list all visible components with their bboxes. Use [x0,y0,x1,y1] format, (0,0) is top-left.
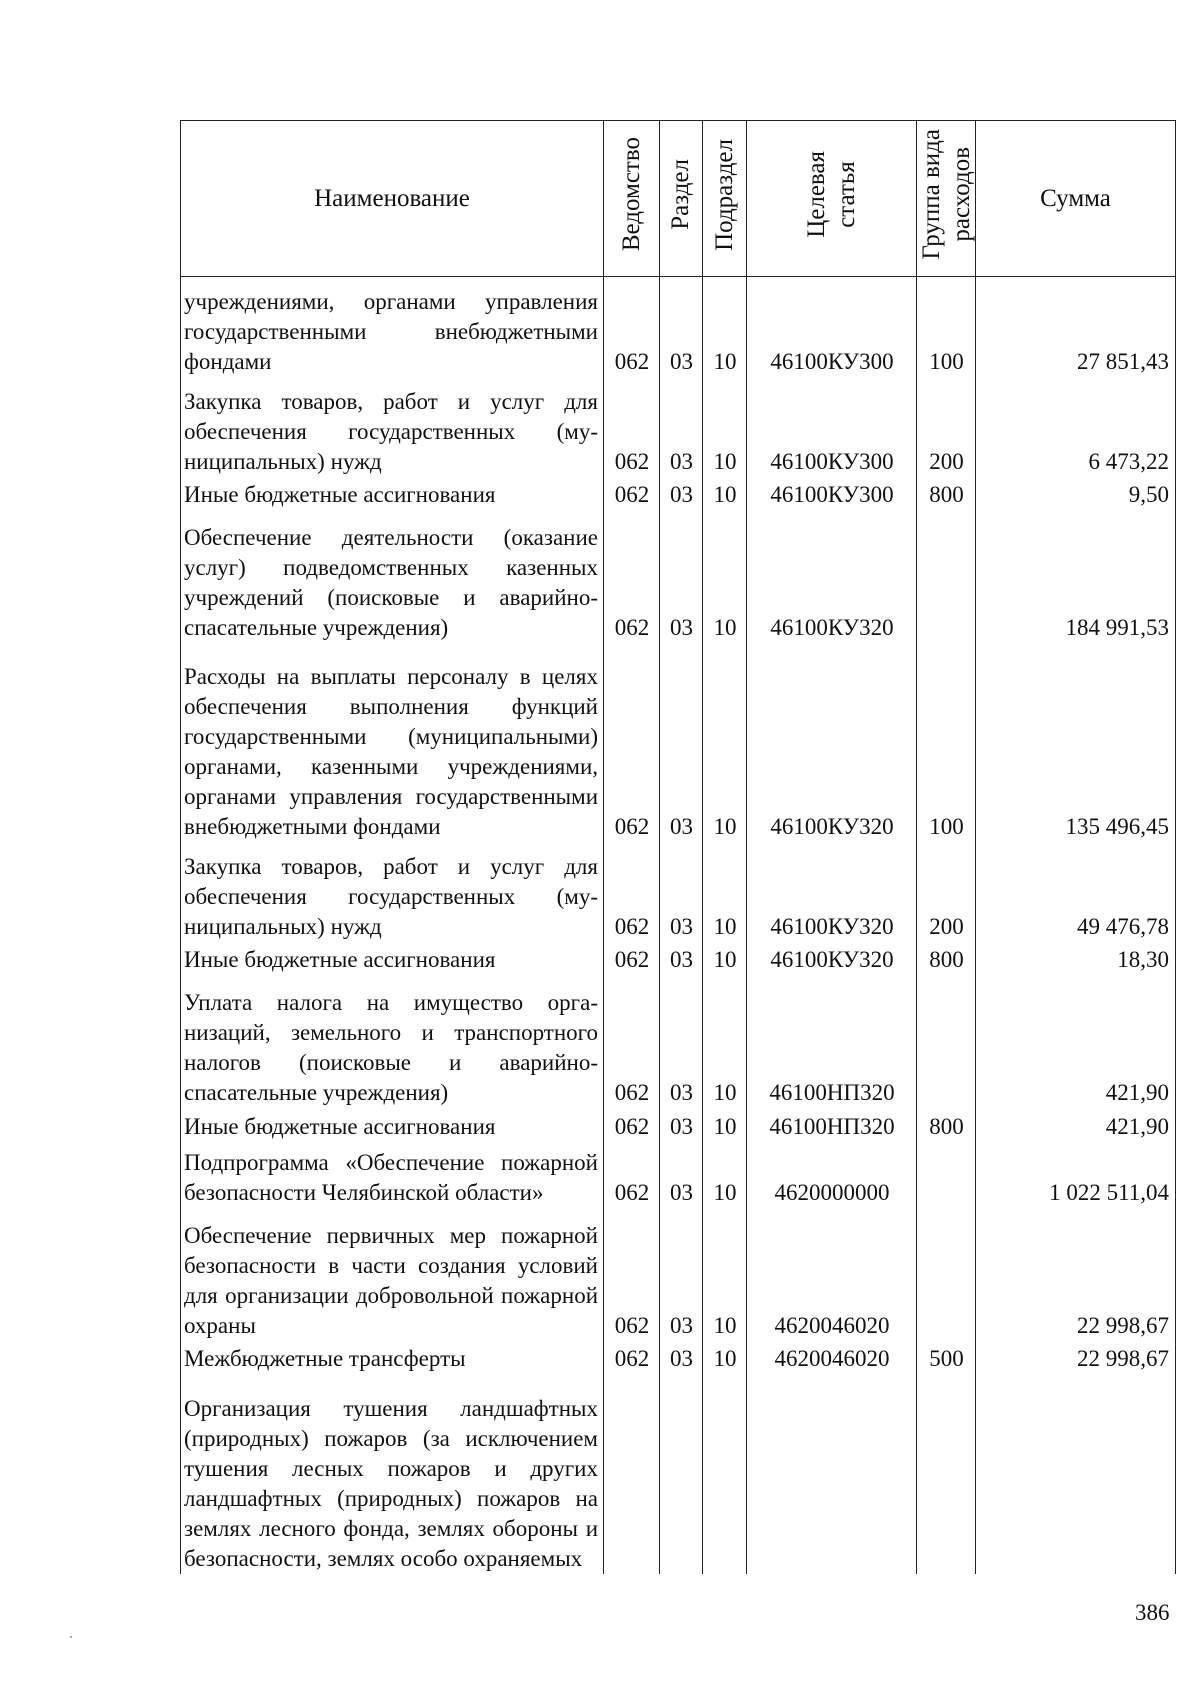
row-sum-cell: 27 851,43 [976,277,1176,377]
row-name-cell: Иные бюджетные ассигнования [181,1108,604,1141]
table-row [181,842,1176,942]
row-target-article-cell: 46100КУ300 [747,377,917,477]
table-row [181,1208,1176,1341]
row-razdel-cell: 03 [660,1341,703,1374]
header-vedomstvo: Ведомство [604,121,660,277]
row-target-article-cell: 4620046020 [747,1208,917,1341]
row-podrazdel-cell [703,1374,747,1574]
row-vedomstvo-cell: 062 [604,477,660,510]
row-target-article-cell: 46100НП320 [747,975,917,1108]
row-podrazdel-cell: 10 [703,975,747,1108]
table-row [181,643,1176,843]
row-name-cell: Иные бюджетные ассигнования [181,942,604,975]
row-expense-group-cell: 800 [917,1108,976,1141]
row-podrazdel-cell: 10 [703,842,747,942]
row-podrazdel-cell: 10 [703,1208,747,1341]
header-target-article: Целевая статья [747,121,917,277]
row-sum-cell: 49 476,78 [976,842,1176,942]
row-name-cell: Обеспечение деятельности (оказание услуг) подведомственных казенных учреждений (поисковые и аварийно-спасательные учреждения) [181,510,604,643]
table-row [181,942,1176,975]
row-target-article-cell: 4620046020 [747,1341,917,1374]
row-name-cell: Закупка товаров, работ и услуг для обеспечения государственных (муниципальных) нужд [181,377,604,477]
row-sum-cell: 22 998,67 [976,1208,1176,1341]
table-header-row [181,121,1176,277]
row-target-article-cell: 46100КУ320 [747,510,917,643]
row-sum-cell: 18,30 [976,942,1176,975]
row-sum-cell: 6 473,22 [976,377,1176,477]
row-target-article-cell: 4620000000 [747,1142,917,1209]
table-body [181,277,1176,1575]
row-expense-group-cell [917,1142,976,1209]
row-sum-cell [976,1374,1176,1574]
table-row [181,975,1176,1108]
row-target-article-cell: 46100КУ320 [747,942,917,975]
row-name-cell: Подпрограмма «Обеспечение пожарной безопасности Челябинской области» [181,1142,604,1209]
row-name-cell: Межбюджетные трансферты [181,1341,604,1374]
row-razdel-cell: 03 [660,1108,703,1141]
header-sum: Сумма [976,121,1176,277]
row-target-article-cell: 46100КУ320 [747,643,917,843]
table-row [181,377,1176,477]
row-razdel-cell: 03 [660,942,703,975]
row-expense-group-cell: 500 [917,1341,976,1374]
row-target-article-cell: 46100КУ320 [747,842,917,942]
row-name-cell: Организация тушения ландшафтных (природных) пожаров (за исключением тушения лесных пожаров и других ландшафтных (природных) пожаров на землях лесного фонда, землях обороны и безопасности, землях особо охраняемых [181,1374,604,1574]
row-expense-group-cell: 800 [917,477,976,510]
row-name-cell: Уплата налога на имущество организаций, земельного и транспортного налогов (поисковые и аварийно-спасательные учреждения) [181,975,604,1108]
table-row [181,510,1176,643]
row-razdel-cell: 03 [660,643,703,843]
row-name-cell: Закупка товаров, работ и услуг для обеспечения государственных (муниципальных) нужд [181,842,604,942]
header-name: Наименование [181,121,604,277]
row-vedomstvo-cell: 062 [604,942,660,975]
row-sum-cell: 135 496,45 [976,643,1176,843]
row-sum-cell: 9,50 [976,477,1176,510]
table-row [181,1374,1176,1574]
row-podrazdel-cell: 10 [703,510,747,643]
row-razdel-cell: 03 [660,1208,703,1341]
row-razdel-cell [660,1374,703,1574]
row-target-article-cell: 46100КУ300 [747,477,917,510]
row-target-article-cell [747,1374,917,1574]
row-sum-cell: 22 998,67 [976,1341,1176,1374]
row-podrazdel-cell: 10 [703,643,747,843]
row-podrazdel-cell: 10 [703,942,747,975]
row-razdel-cell: 03 [660,277,703,377]
row-name-cell: Иные бюджетные ассигнования [181,477,604,510]
row-vedomstvo-cell: 062 [604,1142,660,1209]
page-number: 386 [1135,1600,1170,1625]
row-target-article-cell: 46100КУ300 [747,277,917,377]
row-podrazdel-cell: 10 [703,277,747,377]
row-razdel-cell: 03 [660,377,703,477]
row-expense-group-cell: 100 [917,643,976,843]
budget-table [180,120,1176,1574]
row-podrazdel-cell: 10 [703,1108,747,1141]
row-podrazdel-cell: 10 [703,377,747,477]
row-name-cell: учреждениями, органами управления государственными внебюджетными фондами [181,277,604,377]
row-vedomstvo-cell [604,1374,660,1574]
row-vedomstvo-cell: 062 [604,975,660,1108]
table-row [181,277,1176,377]
table-row [181,1108,1176,1141]
row-name-cell: Обеспечение первичных мер пожарной безопасности в части создания условий для организации добровольной пожарной охраны [181,1208,604,1341]
row-expense-group-cell: 200 [917,842,976,942]
row-razdel-cell: 03 [660,1142,703,1209]
row-vedomstvo-cell: 062 [604,1108,660,1141]
table-row [181,1142,1176,1209]
row-expense-group-cell [917,975,976,1108]
row-vedomstvo-cell: 062 [604,377,660,477]
row-sum-cell: 421,90 [976,1108,1176,1141]
row-razdel-cell: 03 [660,510,703,643]
table-row [181,477,1176,510]
row-podrazdel-cell: 10 [703,1142,747,1209]
row-expense-group-cell: 800 [917,942,976,975]
scan-speck [70,1636,72,1638]
row-sum-cell: 421,90 [976,975,1176,1108]
row-sum-cell: 184 991,53 [976,510,1176,643]
row-expense-group-cell: 100 [917,277,976,377]
row-expense-group-cell: 200 [917,377,976,477]
row-vedomstvo-cell: 062 [604,1341,660,1374]
row-target-article-cell: 46100НП320 [747,1108,917,1141]
row-vedomstvo-cell: 062 [604,643,660,843]
row-name-cell: Расходы на выплаты персоналу в целях обеспечения выполнения функций государственными (муниципальными) органами, казенными учреждениями, органами управления государственными внебюджетными фондами [181,643,604,843]
header-podrazdel: Подраздел [703,121,747,277]
row-razdel-cell: 03 [660,842,703,942]
row-expense-group-cell [917,1208,976,1341]
row-vedomstvo-cell: 062 [604,510,660,643]
header-expense-group: Группа вида расходов [917,121,976,277]
row-expense-group-cell [917,1374,976,1574]
row-razdel-cell: 03 [660,477,703,510]
row-vedomstvo-cell: 062 [604,277,660,377]
row-sum-cell: 1 022 511,04 [976,1142,1176,1209]
table-row [181,1341,1176,1374]
header-razdel: Раздел [660,121,703,277]
row-podrazdel-cell: 10 [703,1341,747,1374]
row-podrazdel-cell: 10 [703,477,747,510]
row-razdel-cell: 03 [660,975,703,1108]
row-expense-group-cell [917,510,976,643]
row-vedomstvo-cell: 062 [604,1208,660,1341]
row-vedomstvo-cell: 062 [604,842,660,942]
